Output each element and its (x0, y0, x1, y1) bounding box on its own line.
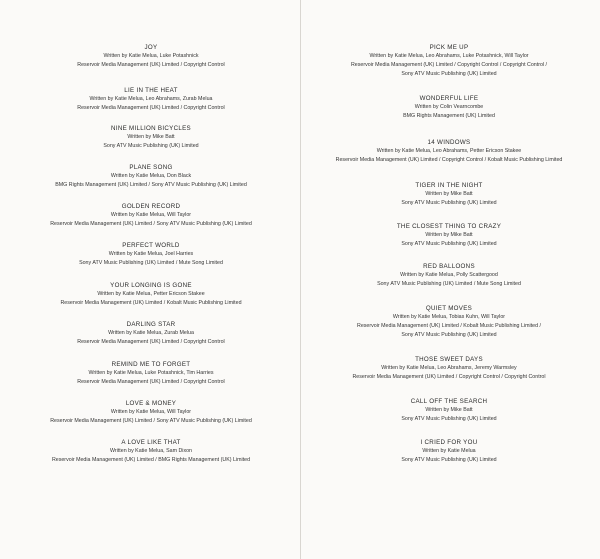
publisher-line: Reservoir Media Management (UK) Limited / Sony ATV Music Publishing (UK) Limited (50, 418, 252, 424)
center-fold (300, 0, 301, 559)
publisher-line: Reservoir Media Management (UK) Limited / Kobalt Music Publishing Limited / (357, 323, 541, 329)
publisher-line: Sony ATV Music Publishing (UK) Limited (401, 241, 497, 247)
credit-entry (304, 355, 594, 382)
writers-line: Written by Katie Melua, Leo Abrahams, Petter Ericson Stakee (376, 148, 522, 154)
writers-line: Written by Katie Melua, Polly Scattergood (400, 272, 498, 278)
publisher-line: Sony ATV Music Publishing (UK) Limited (401, 71, 497, 77)
song-title: 14 WINDOWS (427, 139, 471, 146)
credit-entry (304, 94, 594, 121)
song-title: NINE MILLION BICYCLES (111, 125, 191, 132)
credit-entry (304, 304, 594, 340)
writers-line: Written by Mike Batt (425, 191, 473, 197)
publisher-line: Reservoir Media Management (UK) Limited / Copyright Control / Copyright Control / (350, 62, 548, 68)
writers-line: Written by Katie Melua, Don Black (110, 173, 192, 179)
song-title: RED BALLOONS (423, 263, 475, 270)
writers-line: Written by Colin Vearncombe (414, 104, 484, 110)
writers-line: Written by Katie Melua, Will Taylor (110, 212, 192, 218)
publisher-line: Sony ATV Music Publishing (UK) Limited (401, 416, 497, 422)
credit-entry (304, 222, 594, 249)
publisher-line: Reservoir Media Management (UK) Limited / Copyright Control (77, 62, 225, 68)
publisher-line: Reservoir Media Management (UK) Limited / Copyright Control / Copyright Control (352, 374, 546, 380)
song-title: LIE IN THE HEAT (124, 87, 178, 94)
credit-entry (304, 43, 594, 79)
credit-entry (6, 86, 296, 113)
song-title: PERFECT WORLD (122, 242, 180, 249)
publisher-line: BMG Rights Management (UK) Limited (403, 113, 495, 119)
credit-entry (6, 202, 296, 229)
writers-line: Written by Mike Batt (425, 232, 473, 238)
credit-entry (6, 241, 296, 268)
writers-line: Written by Katie Melua, Luke Potashnick (103, 53, 199, 59)
writers-line: Written by Katie Melua, Will Taylor (110, 409, 192, 415)
writers-line: Written by Mike Batt (127, 134, 175, 140)
song-title: REMIND ME TO FORGET (111, 361, 191, 368)
credit-entry (6, 281, 296, 308)
song-title: YOUR LONGING IS GONE (110, 282, 192, 289)
credit-entry (6, 320, 296, 347)
writers-line: Written by Katie Melua, Joel Harries (108, 251, 194, 257)
song-title: GOLDEN RECORD (121, 203, 181, 210)
writers-line: Written by Katie Melua, Leo Abrahams, Luke Potashnick, Will Taylor (369, 53, 529, 59)
writers-line: Written by Katie Melua, Sam Dixon (109, 448, 193, 454)
writers-line: Written by Mike Batt (425, 407, 473, 413)
publisher-line: Reservoir Media Management (UK) Limited / BMG Rights Management (UK) Limited (51, 457, 251, 463)
writers-line: Written by Katie Melua, Leo Abrahams, Jeremy Warmsley (381, 365, 517, 371)
writers-line: Written by Katie Melua, Leo Abrahams, Zurab Melua (89, 96, 213, 102)
credit-entry (304, 438, 594, 465)
publisher-line: BMG Rights Management (UK) Limited / Sony ATV Music Publishing (UK) Limited (55, 182, 247, 188)
publisher-line: Sony ATV Music Publishing (UK) Limited / Mute Song Limited (377, 281, 521, 287)
writers-line: Written by Katie Melua, Tobias Kuhn, Will Taylor (392, 314, 506, 320)
credit-entry (6, 438, 296, 465)
credit-entry (6, 163, 296, 190)
publisher-line: Sony ATV Music Publishing (UK) Limited (401, 332, 497, 338)
song-title: PICK ME UP (429, 44, 469, 51)
song-title: WONDERFUL LIFE (419, 95, 479, 102)
credit-entry (6, 399, 296, 426)
credit-entry (6, 124, 296, 151)
publisher-line: Reservoir Media Management (UK) Limited / Copyright Control / Kobalt Music Publishing Limited (335, 157, 563, 163)
publisher-line: Sony ATV Music Publishing (UK) Limited (103, 143, 199, 149)
writers-line: Written by Katie Melua, Zurab Melua (108, 330, 194, 336)
publisher-line: Reservoir Media Management (UK) Limited / Copyright Control (77, 105, 225, 111)
song-title: THOSE SWEET DAYS (415, 356, 483, 363)
credit-entry (304, 397, 594, 424)
writers-line: Written by Katie Melua (422, 448, 476, 454)
publisher-line: Reservoir Media Management (UK) Limited / Copyright Control (77, 339, 225, 345)
publisher-line: Sony ATV Music Publishing (UK) Limited (401, 457, 497, 463)
credit-entry (304, 181, 594, 208)
song-title: JOY (144, 44, 158, 51)
writers-line: Written by Katie Melua, Petter Ericson Stakee (97, 291, 205, 297)
credit-entry (304, 138, 594, 165)
song-title: I CRIED FOR YOU (420, 439, 478, 446)
publisher-line: Sony ATV Music Publishing (UK) Limited / Mute Song Limited (79, 260, 223, 266)
song-title: THE CLOSEST THING TO CRAZY (396, 223, 502, 230)
publisher-line: Sony ATV Music Publishing (UK) Limited (401, 200, 497, 206)
song-title: CALL OFF THE SEARCH (410, 398, 488, 405)
publisher-line: Reservoir Media Management (UK) Limited / Copyright Control (77, 379, 225, 385)
song-title: LOVE & MONEY (125, 400, 177, 407)
song-title: PLANE SONG (129, 164, 173, 171)
credit-entry (6, 43, 296, 70)
song-title: TIGER IN THE NIGHT (415, 182, 483, 189)
song-title: A LOVE LIKE THAT (121, 439, 181, 446)
writers-line: Written by Katie Melua, Luke Potashnick, Tim Harries (88, 370, 214, 376)
credit-entry (6, 360, 296, 387)
credit-entry (304, 262, 594, 289)
publisher-line: Reservoir Media Management (UK) Limited / Sony ATV Music Publishing (UK) Limited (50, 221, 252, 227)
song-title: QUIET MOVES (425, 305, 473, 312)
song-title: DARLING STAR (126, 321, 176, 328)
publisher-line: Reservoir Media Management (UK) Limited / Kobalt Music Publishing Limited (60, 300, 242, 306)
